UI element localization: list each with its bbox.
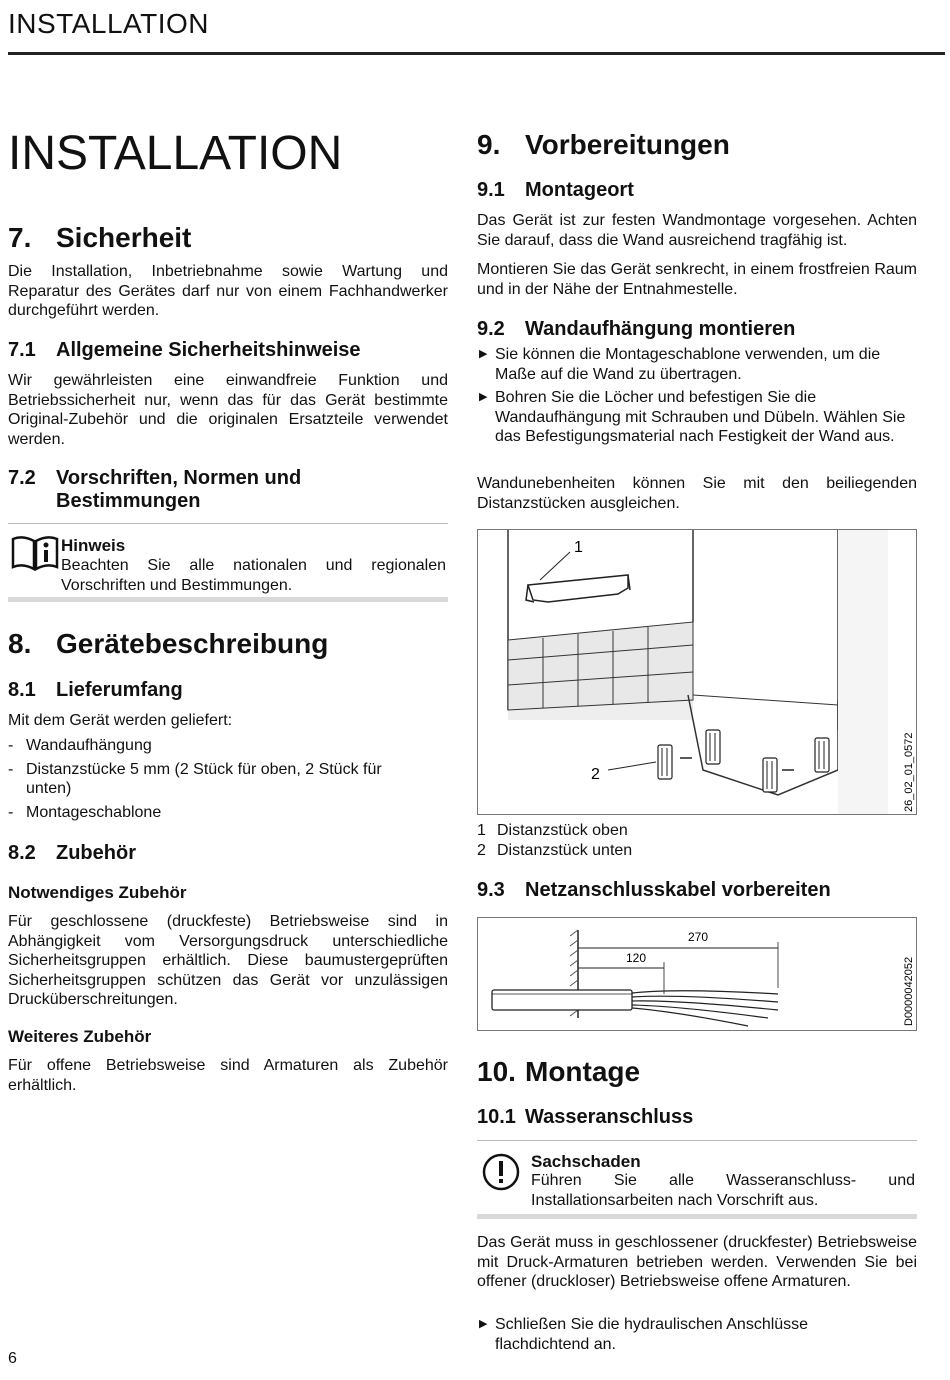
section-9-heading xyxy=(477,129,730,161)
section-10-heading xyxy=(477,1056,640,1088)
section-9-3-heading xyxy=(477,879,831,902)
section-9-3-title: Netzanschlusskabel vorbereiten xyxy=(525,879,831,901)
cable-figure-code: D0000042052 xyxy=(903,956,915,1026)
section-9-2-number: 9.2 xyxy=(477,318,505,340)
section-9-number: 9. xyxy=(477,129,501,160)
section-7-text: Die Installation, Inbetriebnahme sowie Wartung und Reparatur des Gerätes darf nur von einem Fachhandwerker durchgeführt werden. xyxy=(8,263,448,319)
callout-1: 1 xyxy=(574,539,583,556)
cable-figure xyxy=(477,917,917,1031)
mounting-figure xyxy=(477,529,917,815)
section-9-1-heading xyxy=(477,179,634,202)
section-7-1-heading xyxy=(8,339,361,362)
section-9-1-text-2: Montieren Sie das Gerät senkrecht, in einem frostfreien Raum und in der Nähe der Entnahmestelle. xyxy=(477,261,917,298)
section-10-1-steps xyxy=(477,1315,897,1354)
section-7-1-number: 7.1 xyxy=(8,339,36,361)
warning-box xyxy=(477,1140,917,1219)
section-8-1-title: Lieferumfang xyxy=(56,679,183,701)
hint-box xyxy=(8,523,448,602)
section-9-1-number: 9.1 xyxy=(477,179,505,201)
callout-2: 2 xyxy=(591,766,600,783)
section-8-1-heading xyxy=(8,679,183,702)
warning-label: Sachschaden xyxy=(531,1152,641,1171)
section-7-heading xyxy=(8,222,191,254)
required-accessories-text: Für geschlossene (druckfeste) Betriebsweise sind in Abhängigkeit vom Versorgungsdruck unterschiedliche Sicherheitsgruppen erhältlich. Diese baumustergeprüften Sicherheitsgruppen schützen das Gerät vor unzulässigen Drucküberschreitungen. xyxy=(8,913,448,1008)
section-8-1-number: 8.1 xyxy=(8,679,36,701)
section-8-2-heading xyxy=(8,842,136,865)
required-accessories-heading: Notwendiges Zubehör xyxy=(8,883,187,902)
section-10-1-number: 10.1 xyxy=(477,1106,516,1128)
page-number: 6 xyxy=(8,1350,17,1367)
section-10-1-heading xyxy=(477,1106,693,1129)
further-accessories-heading: Weiteres Zubehör xyxy=(8,1027,152,1046)
figure-code: 26_02_01_0572 xyxy=(903,732,915,812)
section-7-2-title-line1: Vorschriften, Normen und xyxy=(56,467,302,489)
section-9-1-title: Montageort xyxy=(525,179,634,201)
legend-item: 1 Distanzstück oben xyxy=(477,822,628,839)
section-9-2-steps xyxy=(477,345,917,447)
book-info-icon xyxy=(11,533,59,573)
section-7-1-title: Allgemeine Sicherheitshinweise xyxy=(56,339,361,361)
hint-text: Beachten Sie alle nationalen und regionalen Vorschriften und Bestimmungen. xyxy=(61,557,446,594)
list-item: ▶ Bohren Sie die Löcher und befestigen Sie die Wandaufhängung mit Schrauben und Dübeln. Wählen Sie das Befestigungsmaterial nach Festigkeit der Wand aus. xyxy=(477,388,917,447)
section-8-heading xyxy=(8,628,328,660)
delivery-list xyxy=(8,736,428,822)
section-10-1-text: Das Gerät muss in geschlossener (druckfester) Betriebsweise mit Druck-Armaturen betrieben werden. Verwenden Sie bei offener (druckloser) Betriebsweise offene Armaturen. xyxy=(477,1234,917,1290)
hint-label: Hinweis xyxy=(61,536,126,555)
section-8-number: 8. xyxy=(8,628,32,659)
section-7-2-heading xyxy=(8,467,301,513)
legend-item: 2 Distanzstück unten xyxy=(477,842,633,859)
cable-illustration xyxy=(478,918,917,1031)
list-item: ▶ Sie können die Montageschablone verwenden, um die Maße auf die Wand zu übertragen. xyxy=(477,345,917,384)
section-9-1-text-1: Das Gerät ist zur festen Wandmontage vorgesehen. Achten Sie darauf, dass die Wand ausreichend tragfähig ist. xyxy=(477,212,917,249)
section-7-2-number: 7.2 xyxy=(8,467,36,489)
header-rule xyxy=(8,52,945,55)
list-item: - Wandaufhängung xyxy=(8,737,152,754)
section-8-2-number: 8.2 xyxy=(8,842,36,864)
list-item: - Distanzstücke 5 mm (2 Stück für oben, 2 Stück für unten) xyxy=(8,760,382,797)
running-header: INSTALLATION xyxy=(8,8,210,39)
list-item: - Montageschablone xyxy=(8,803,162,821)
page-title: INSTALLATION xyxy=(8,127,343,180)
section-10-number: 10. xyxy=(477,1056,516,1087)
section-10-title: Montage xyxy=(525,1056,641,1087)
section-7-2-title-line2: Bestimmungen xyxy=(56,490,201,512)
section-9-3-number: 9.3 xyxy=(477,879,505,901)
further-accessories-text: Für offene Betriebsweise sind Armaturen als Zubehör erhältlich. xyxy=(8,1057,448,1094)
exclamation-icon xyxy=(481,1152,521,1192)
section-9-2-title: Wandaufhängung montieren xyxy=(525,318,796,340)
section-8-2-title: Zubehör xyxy=(56,842,136,864)
list-item: ▶ Schließen Sie die hydraulischen Anschlüsse flachdichtend an. xyxy=(477,1315,897,1354)
section-9-2-text: Wandunebenheiten können Sie mit den beiliegenden Distanzstücken ausgleichen. xyxy=(477,475,917,512)
section-9-2-heading xyxy=(477,318,795,341)
figure-legend xyxy=(477,821,632,861)
dimension-270: 270 xyxy=(688,930,709,944)
section-8-title: Gerätebeschreibung xyxy=(56,628,329,659)
section-8-1-intro: Mit dem Gerät werden geliefert: xyxy=(8,712,233,729)
section-7-title: Sicherheit xyxy=(56,222,192,253)
section-7-1-text: Wir gewährleisten eine einwandfreie Funktion und Betriebssicherheit nur, wenn das für das Gerät bestimmte Original-Zubehör und die originalen Ersatzteile verwendet werden. xyxy=(8,372,448,448)
section-10-1-title: Wasseranschluss xyxy=(525,1106,694,1128)
dimension-120: 120 xyxy=(626,951,647,965)
section-7-number: 7. xyxy=(8,222,32,253)
section-9-title: Vorbereitungen xyxy=(525,129,730,160)
mounting-illustration xyxy=(478,530,917,815)
warning-text: Führen Sie alle Wasseranschluss- und Installationsarbeiten nach Vorschrift aus. xyxy=(531,1172,915,1209)
